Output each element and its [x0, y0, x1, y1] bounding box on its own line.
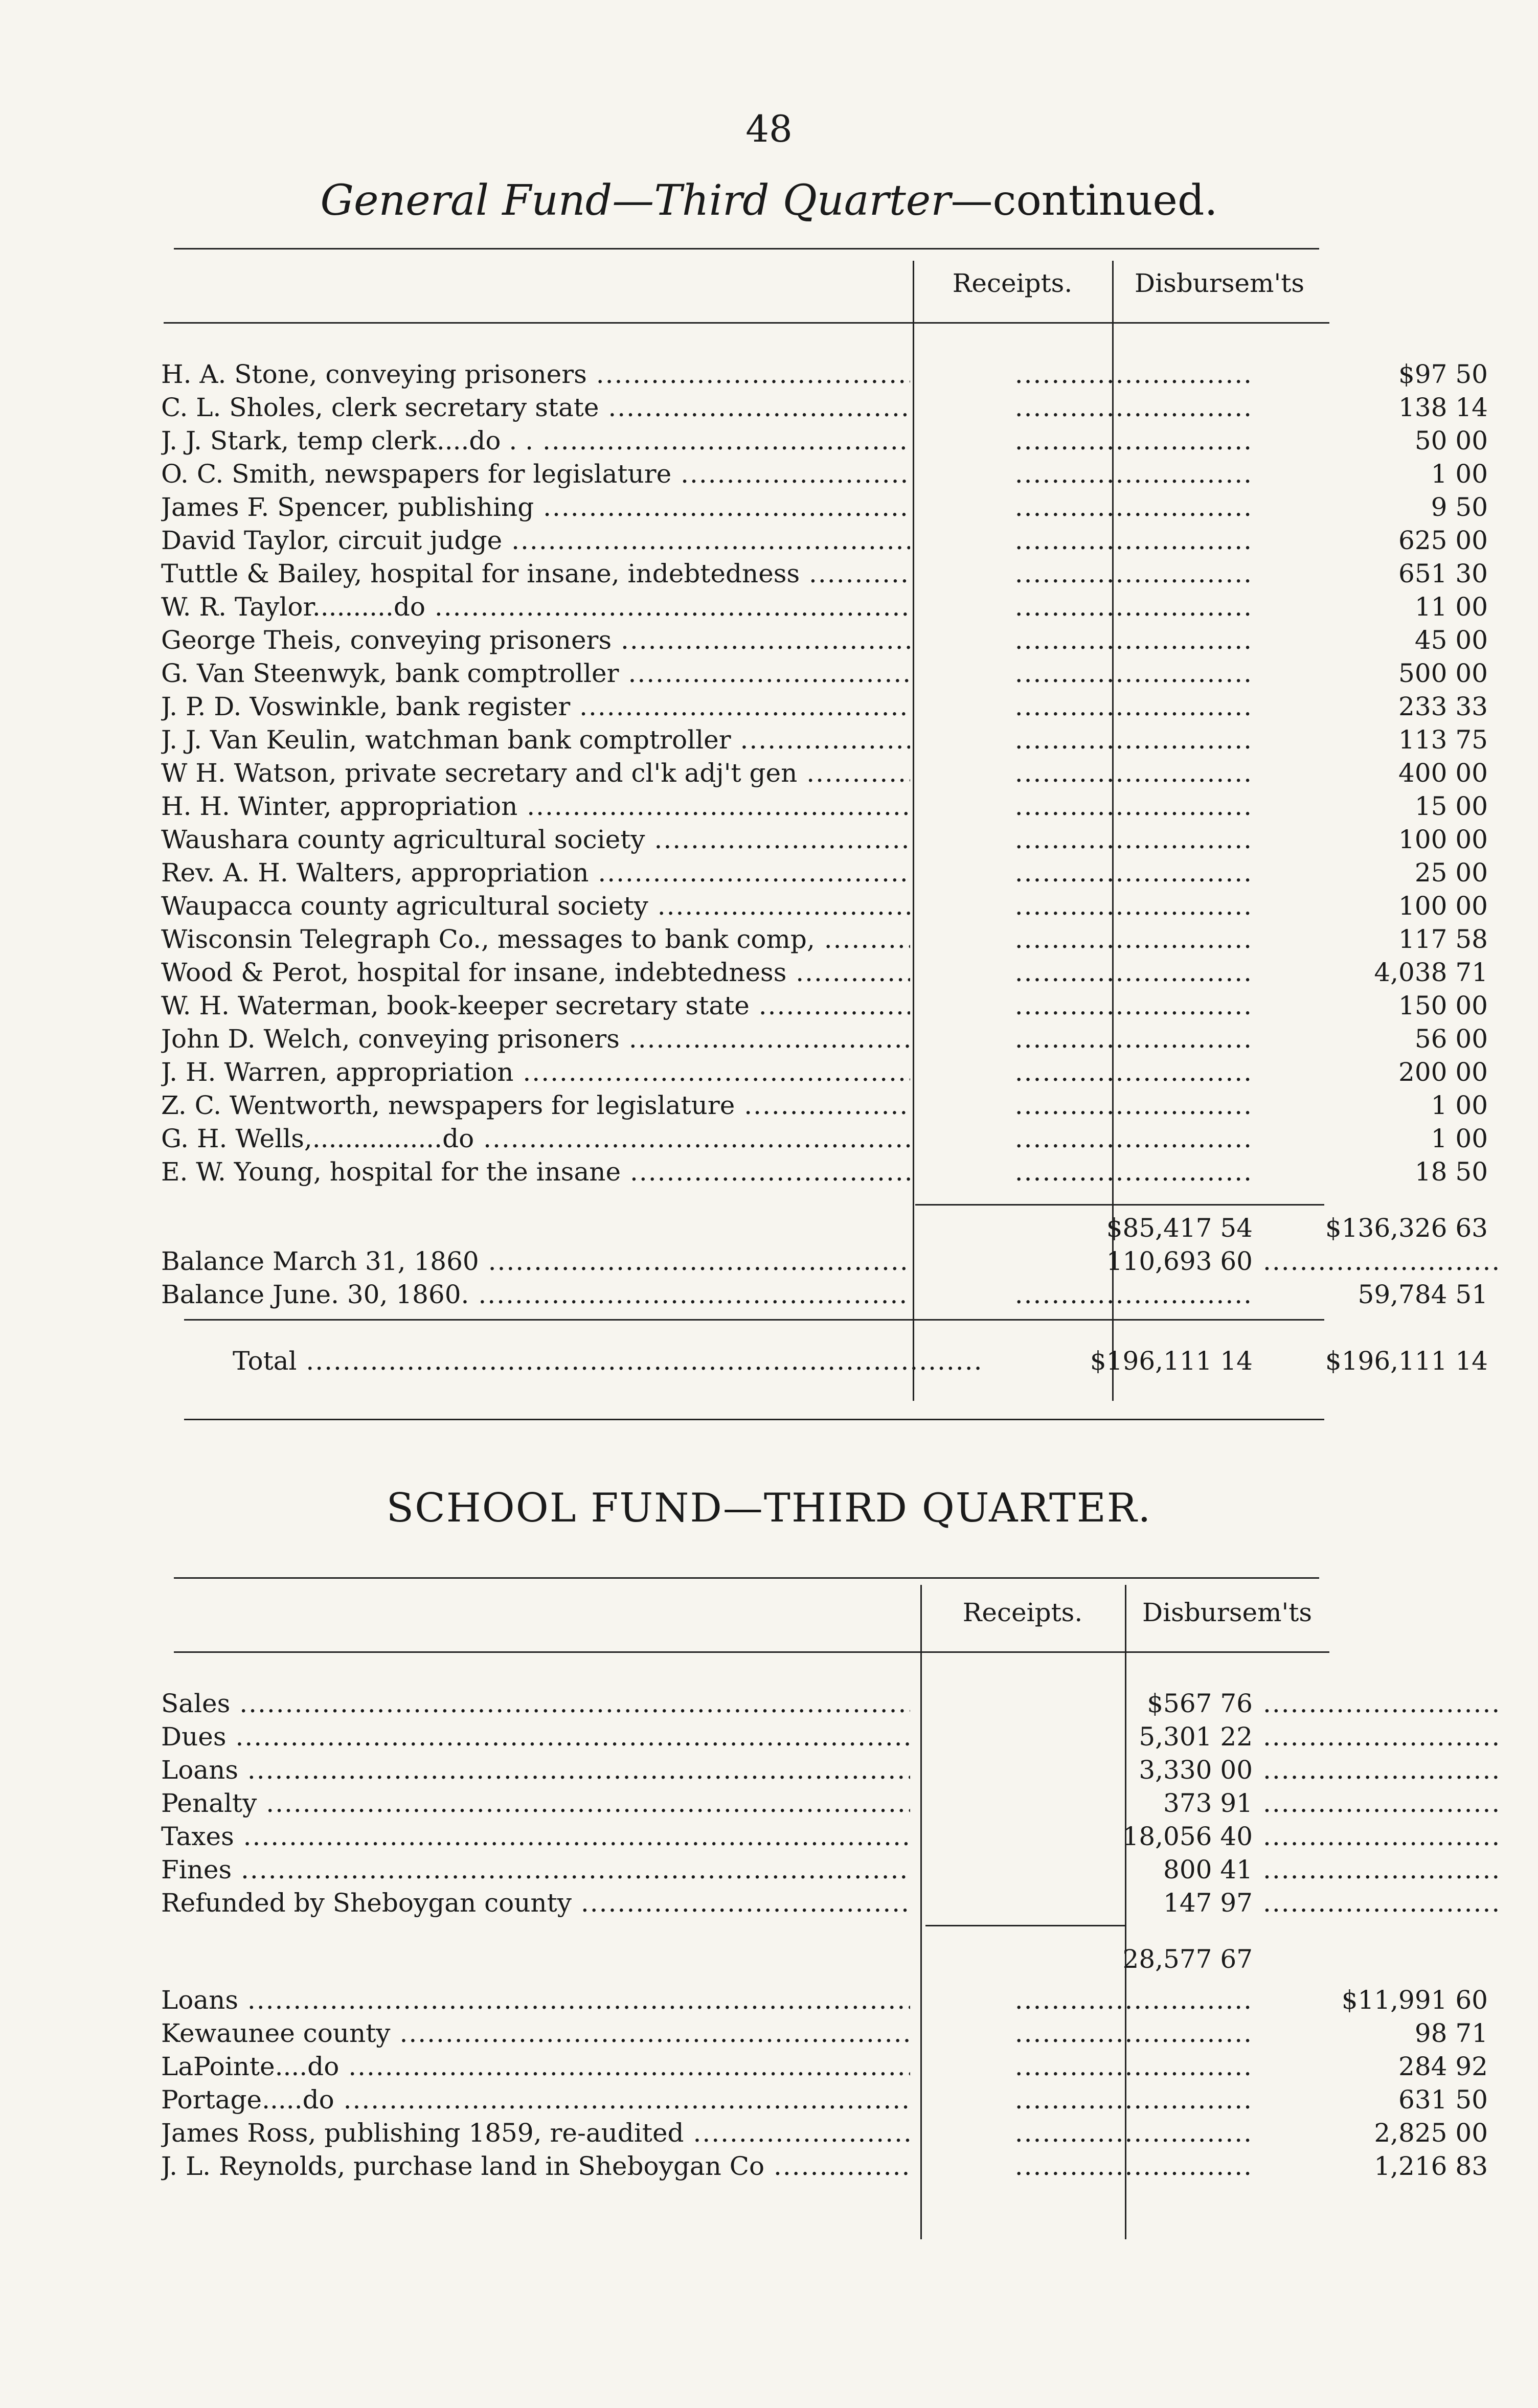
gf-row-receipts — [913, 358, 1263, 391]
sf-receipt-row-disbursement — [1263, 1687, 1488, 1720]
sf-receipts-total-value: 28,577 67 — [1122, 1944, 1253, 1974]
gf-subtotal-disbursements: $136,326 63 — [1325, 1213, 1488, 1243]
gf-row-receipts — [913, 1056, 1263, 1089]
gf-row-desc: John D. Welch, conveying prisoners ..... — [161, 1023, 910, 1056]
gf-row-desc: David Taylor, circuit judge ..... — [161, 524, 910, 557]
gf-row-desc: G. Van Steenwyk, bank comptroller ..... — [161, 657, 910, 690]
gf-balance-june-receipts — [913, 1278, 1263, 1311]
gf-row-disbursement: 625 00 — [1398, 526, 1488, 555]
gf-row-disbursement: 117 58 — [1398, 924, 1488, 954]
gf-row-receipts — [913, 557, 1263, 590]
gf-row-receipts — [913, 757, 1263, 790]
gf-row-receipts — [913, 524, 1263, 557]
sf-receipt-row-receipts: 5,301 22 — [1139, 1722, 1253, 1752]
gf-row-desc: W. H. Waterman, book-keeper secretary state ..... — [161, 989, 910, 1023]
gf-row-disbursement: 45 00 — [1414, 625, 1488, 655]
gf-row-disbursement: 138 14 — [1398, 393, 1488, 422]
gf-row-receipts — [913, 923, 1263, 956]
sf-disb-row-disbursement: 2,825 00 — [1374, 2118, 1488, 2148]
sf-receipt-row-receipts: 373 91 — [1163, 1788, 1253, 1818]
gf-row-desc: E. W. Young, hospital for the insane ..... — [161, 1155, 910, 1189]
gf-row-desc: Rev. A. H. Walters, appropriation ..... — [161, 856, 910, 890]
sf-disb-row-receipts — [913, 2150, 1263, 2183]
sf-receipt-row-desc: Penalty ..... — [161, 1787, 910, 1820]
gf-row-receipts — [913, 856, 1263, 890]
gf-row-receipts — [913, 723, 1263, 757]
gf-total-label: Total ..... — [161, 1345, 982, 1378]
gf-row-disbursement: 113 75 — [1398, 725, 1488, 755]
sf-disb-row-disbursement: $11,991 60 — [1341, 1985, 1488, 2015]
general-fund-title-main: General Fund—Third Quarter — [320, 176, 951, 225]
sf-receipt-row-receipts: 3,330 00 — [1139, 1755, 1253, 1785]
sf-disb-row-desc: Kewaunee county ..... — [161, 2017, 910, 2050]
gf-disbursements-header: Disbursem'ts — [1134, 268, 1304, 298]
gf-row-desc: W H. Watson, private secretary and cl'k adj't gen ..... — [161, 757, 910, 790]
sf-receipt-row-disbursement — [1263, 1887, 1488, 1920]
sf-receipt-row-desc: Taxes ..... — [161, 1820, 910, 1853]
gf-row-disbursement: 18 50 — [1414, 1157, 1488, 1187]
gf-row-disbursement: 150 00 — [1398, 991, 1488, 1020]
gf-row-desc: Wood & Perot, hospital for insane, indebtedness ..... — [161, 956, 910, 989]
sf-receipt-row-disbursement — [1263, 1787, 1488, 1820]
gf-balance-june-label: Balance June. 30, 1860. ..... — [161, 1278, 910, 1311]
gf-row-disbursement: 4,038 71 — [1374, 958, 1488, 987]
sf-disb-row-desc: Portage.....do ..... — [161, 2083, 910, 2117]
sf-receipt-row-disbursement — [1263, 1820, 1488, 1853]
gf-row-desc: Waupacca county agricultural society ..... — [161, 890, 910, 923]
sf-disb-row-disbursement: 631 50 — [1398, 2085, 1488, 2115]
gf-bottom-rule — [184, 1419, 1324, 1420]
school-fund-title: SCHOOL FUND—THIRD QUARTER. — [386, 1485, 1152, 1531]
sf-disb-row-disbursement: 98 71 — [1414, 2018, 1488, 2048]
sf-receipt-row-desc: Dues ..... — [161, 1720, 910, 1754]
gf-row-receipts — [913, 624, 1263, 657]
sf-receipt-row-desc: Sales ..... — [161, 1687, 910, 1720]
gf-row-receipts — [913, 1089, 1263, 1122]
sf-receipt-row-receipts: 147 97 — [1163, 1888, 1253, 1918]
gf-top-rule — [174, 248, 1319, 249]
gf-row-receipts — [913, 989, 1263, 1023]
gf-row-disbursement: 50 00 — [1414, 426, 1488, 456]
gf-balance-june-disbursements: 59,784 51 — [1358, 1280, 1488, 1309]
gf-row-disbursement: 200 00 — [1398, 1057, 1488, 1087]
sf-disb-row-receipts — [913, 2017, 1263, 2050]
page-number: 48 — [745, 107, 793, 150]
gf-row-receipts — [913, 424, 1263, 458]
gf-row-desc: J. H. Warren, appropriation ..... — [161, 1056, 910, 1089]
sf-receipt-row-disbursement — [1263, 1720, 1488, 1754]
gf-row-receipts — [913, 956, 1263, 989]
gf-row-desc: Wisconsin Telegraph Co., messages to bank comp, ..... — [161, 923, 910, 956]
sf-receipt-row-receipts: 18,056 40 — [1122, 1822, 1253, 1851]
gf-row-desc: G. H. Wells,................do ..... — [161, 1122, 910, 1155]
sf-disb-row-desc: LaPointe....do ..... — [161, 2050, 910, 2083]
gf-row-desc: George Theis, conveying prisoners ..... — [161, 624, 910, 657]
gf-row-receipts — [913, 823, 1263, 856]
sf-disb-row-disbursement: 1,216 83 — [1374, 2151, 1488, 2181]
gf-row-desc: J. P. D. Voswinkle, bank register ..... — [161, 690, 910, 723]
gf-balance-march-label: Balance March 31, 1860 ..... — [161, 1245, 910, 1278]
gf-balance-march-receipts: 110,693 60 — [1106, 1246, 1253, 1276]
gf-row-desc: W. R. Taylor..........do ..... — [161, 590, 910, 624]
sf-receipt-row-receipts: $567 76 — [1147, 1689, 1253, 1718]
gf-row-receipts — [913, 1023, 1263, 1056]
gf-row-receipts — [913, 391, 1263, 424]
gf-row-disbursement: 500 00 — [1398, 658, 1488, 688]
gf-row-desc: J. J. Stark, temp clerk....do . . ..... — [161, 424, 910, 458]
gf-subtotal-receipts: $85,417 54 — [1106, 1213, 1253, 1243]
general-fund-title-suffix: —continued. — [951, 176, 1218, 225]
sf-disb-row-receipts — [913, 2083, 1263, 2117]
gf-row-desc: J. J. Van Keulin, watchman bank comptroller ..... — [161, 723, 910, 757]
gf-row-disbursement: 100 00 — [1398, 825, 1488, 854]
gf-row-disbursement: 400 00 — [1398, 758, 1488, 788]
sf-disb-row-desc: James Ross, publishing 1859, re-audited ..... — [161, 2117, 910, 2150]
sf-receipt-row-desc: Fines ..... — [161, 1853, 910, 1887]
gf-row-desc: James F. Spencer, publishing ..... — [161, 491, 910, 524]
gf-row-receipts — [913, 1155, 1263, 1189]
gf-row-disbursement: 9 50 — [1431, 492, 1488, 522]
gf-row-desc: O. C. Smith, newspapers for legislature ..... — [161, 458, 910, 491]
sf-disb-row-disbursement: 284 92 — [1398, 2052, 1488, 2081]
gf-row-receipts — [913, 1122, 1263, 1155]
gf-balance-march-disbursements — [1263, 1245, 1488, 1278]
gf-row-receipts — [913, 458, 1263, 491]
gf-row-disbursement: 1 00 — [1431, 1124, 1488, 1153]
sf-receipt-row-receipts: 800 41 — [1163, 1855, 1253, 1884]
gf-row-receipts — [913, 590, 1263, 624]
sf-disbursements-header: Disbursem'ts — [1142, 1598, 1312, 1627]
gf-subtotal-rule — [915, 1204, 1324, 1206]
gf-row-disbursement: $97 50 — [1398, 359, 1488, 389]
general-fund-title — [0, 176, 1538, 225]
gf-row-desc: H. H. Winter, appropriation ..... — [161, 790, 910, 823]
sf-disb-row-desc: J. L. Reynolds, purchase land in Sheboygan Co ..... — [161, 2150, 910, 2183]
sf-disb-row-desc: Loans ..... — [161, 1984, 910, 2017]
sf-receipts-total-rule — [925, 1925, 1125, 1926]
gf-row-receipts — [913, 690, 1263, 723]
gf-total-rule — [184, 1319, 1324, 1321]
sf-receipt-row-disbursement — [1263, 1754, 1488, 1787]
gf-row-disbursement: 1 00 — [1431, 1091, 1488, 1120]
gf-row-desc: C. L. Sholes, clerk secretary state ..... — [161, 391, 910, 424]
sf-header-rule — [174, 1651, 1329, 1653]
gf-row-receipts — [913, 491, 1263, 524]
sf-receipt-row-desc: Loans ..... — [161, 1754, 910, 1787]
gf-row-disbursement: 15 00 — [1414, 791, 1488, 821]
sf-top-rule — [174, 1577, 1319, 1579]
gf-row-disbursement: 11 00 — [1414, 592, 1488, 622]
sf-receipts-header: Receipts. — [962, 1598, 1083, 1627]
sf-disb-row-receipts — [913, 2117, 1263, 2150]
sf-disb-row-receipts — [913, 1984, 1263, 2017]
gf-header-rule — [164, 322, 1329, 324]
gf-row-disbursement: 25 00 — [1414, 858, 1488, 888]
gf-row-receipts — [913, 890, 1263, 923]
gf-row-disbursement: 1 00 — [1431, 459, 1488, 489]
gf-receipts-header: Receipts. — [952, 268, 1073, 298]
gf-total-disbursements: $196,111 14 — [1325, 1346, 1488, 1376]
gf-row-disbursement: 100 00 — [1398, 891, 1488, 921]
gf-row-disbursement: 56 00 — [1414, 1024, 1488, 1054]
gf-row-desc: H. A. Stone, conveying prisoners ..... — [161, 358, 910, 391]
sf-receipt-row-disbursement — [1263, 1853, 1488, 1887]
gf-row-desc: Waushara county agricultural society ..... — [161, 823, 910, 856]
gf-row-receipts — [913, 657, 1263, 690]
gf-row-desc: Z. C. Wentworth, newspapers for legislature ..... — [161, 1089, 910, 1122]
gf-row-receipts — [913, 790, 1263, 823]
gf-row-disbursement: 233 33 — [1398, 692, 1488, 721]
gf-total-receipts: $196,111 14 — [1090, 1346, 1253, 1376]
sf-disb-row-receipts — [913, 2050, 1263, 2083]
sf-receipt-row-desc: Refunded by Sheboygan county ..... — [161, 1887, 910, 1920]
gf-row-desc: Tuttle & Bailey, hospital for insane, indebtedness ..... — [161, 557, 910, 590]
gf-row-disbursement: 651 30 — [1398, 559, 1488, 588]
